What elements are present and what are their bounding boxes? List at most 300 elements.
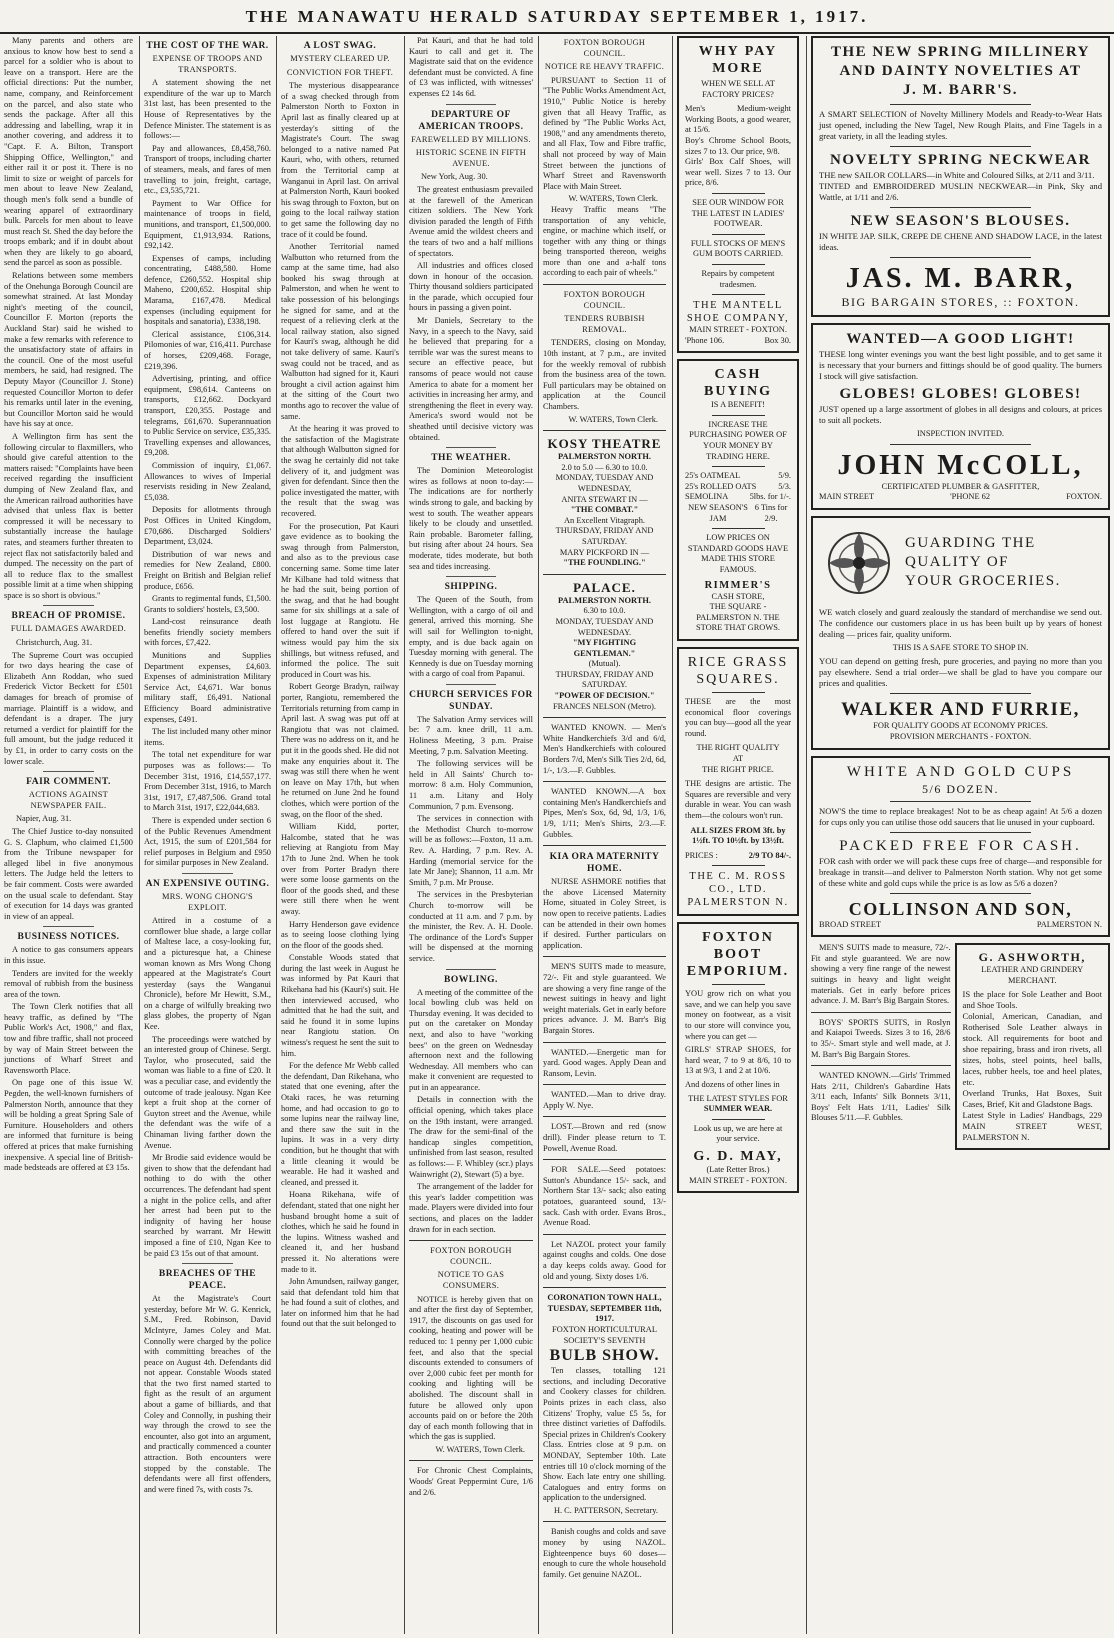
price-row xyxy=(685,851,791,862)
notice-text: Ten classes, totalling 121 sections, and including Decorative and Cookery classes for children. Points prizes in each class, also Citizens' Trophy, value £5 5s, for three distinct varieties of Daffodils. Special prizes in Children's Cookery Class. Entries close at 9 p.m. on MONDAY, September 10th. Late entries till 10 o'clock morning of the Show. Each late entry one shilling. Catalogues and entry forms on application to the undersigned. xyxy=(543,1366,666,1503)
article-paragraph: Munitions and Supplies Department expenses, £4,603. Expenses of administration Military Service Act, £4,671. War bonus military staff, £6,491. National Efficiency Board administrative expenses, £491. xyxy=(144,651,271,724)
headline: SHIPPING. xyxy=(444,582,498,593)
ad-text: INCREASE THE PURCHASING POWER OF YOUR MONEY BY TRADING HERE. xyxy=(689,419,787,461)
column-4 xyxy=(404,36,537,1634)
business-name: THE MANTELL SHOE COMPANY, xyxy=(686,300,790,325)
article-paragraph: The total net expenditure for war purposes was as follows:— To December 31st, 1916, £14,557,177. From December 31st, 1916, to March 31st, 1917, £7,487,506. Grand total to March 31st, 1917, £22,044,683. xyxy=(144,750,271,813)
subheadline: CONVICTION FOR THEFT. xyxy=(286,67,394,77)
ad-text: NOW'S the time to replace breakages! Not to be as cheap again! At 5/6 a dozen for cups only you can utilise those odd saucers that lie unused in your cupboard. xyxy=(819,805,1102,827)
article-paragraph: For the defence Mr Webb called the defendant, Dan Rikehana, who stated that one evening, after the Otaki races, he was returning home, and had occasion to go to some lupins near the railway line, and there saw the suit in the lupins. It was in a very dirty condition, but he thought that with a little cleaning it would be wearable. He had it washed and cleaned, and pressed it. xyxy=(281,1061,399,1187)
article-paragraph: Tenders are invited for the weekly removal of rubbish from the business area of the town. xyxy=(4,968,133,999)
ad-text: Latest Style in Ladies' Handbags, 229 MAIN STREET WEST, PALMERSTON N. xyxy=(962,1110,1102,1143)
theatre-times: 6.30 to 10.0. xyxy=(583,606,626,616)
ad-headline: NEW SEASON'S BLOUSES. xyxy=(850,213,1071,229)
business-name: WALKER AND FURRIE, xyxy=(841,699,1080,721)
contact-row xyxy=(819,492,1102,503)
article-paragraph: Mr Brodie said evidence would be given to show that the defendant had nothing to do with the other occurrences. The defendant had spent a night in the police cells, and after her arrest had been put to the indignity of having her house searched by warrant. Mr Hewitt imposed a fine of £10, Ngan Kee to be paid £3 15s out of that amount. xyxy=(144,1153,271,1258)
business-subname: LEATHER AND GRINDERY MERCHANT. xyxy=(981,965,1084,985)
column-3 xyxy=(276,36,403,1634)
ad-text: A SMART SELECTION of Novelty Millinery Models and Ready-to-Wear Hats just opened, including the New Tagel, New Rough Plaits, and Fine Tagels in a great variety, in all the leading styles. xyxy=(819,109,1102,141)
article-paragraph: Mr Daniels, Secretary to the Navy, in a speech to the Navy, said he believed that preparing for a terrible war was the surest means to secure an effective peace, but ransoms of peace would not cause America to abate for a moment her activities in increasing her army, and strengthening the fleet in every way. America's sword would not be sheathed until decisive victory was obtained. xyxy=(409,316,533,442)
price-row xyxy=(685,482,791,493)
show-title: BULB SHOW. xyxy=(549,1347,660,1365)
ad-headline: EMPORIUM. xyxy=(686,964,790,980)
classified-ad: FOR SALE.—Seed potatoes: Sutton's Abundance 15/- sack, and Northern Star 13/- sack; also eating potatoes, guaranteed sound, 13/- sack. Cash with order. Evans Bros., Avenue Road. xyxy=(543,1165,666,1228)
business-town: PALMERSTON N. xyxy=(1036,919,1102,929)
article-paragraph: The Salvation Army services will be: 7 a.m. knee drill, 11 a.m. Holiness Meeting, 3 p.m. Praise Meeting, 7 p.m. Salvation Meeting. xyxy=(409,714,533,756)
theatre-name: PALACE. xyxy=(573,579,636,595)
business-street: BROAD STREET xyxy=(819,919,882,929)
classified-ad: WANTED KNOWN.—Girls' Trimmed Hats 2/11, Children's Gabardine Hats 3/11 each, Infants' Silk Bonnets 3/11, Boys' Felt Hats 1/11, Ladies' Silk Blouses 5/11.—F. Gubbles. xyxy=(811,1071,951,1123)
article-paragraph: Details in connection with the official opening, which takes place on the 19th instant, were arranged. The draw for the semi-final of the handicap singles competition, unfinished from last season, resulted as follows:— F. Whibley (scr.) plays Wainwright (2), Stewart (5) a bye. xyxy=(409,1095,533,1179)
ad-text: Colonial, American, Canadian, and Rotherised Sole Leather always in stock. All requirements for boot and shoe repairing, brass and iron rivets, all sizes, hobs, steel points, heel balls, laces, rubber heels, toe and heel plates, etc. xyxy=(962,1011,1102,1088)
article-paragraph: Relations between some members of the Onehunga Borough Council are somewhat strained. At last Monday night's meeting of the council, Councillor F. Morton (reports the Auckland Star) said he wished to make a few remarks with reference to the unsatisfactory state of affairs in the council. One of the most useful members, he said, had resigned. The Deputy Mayor (Councillor J. Stone) requested Councillor Morton to defer his remarks until later in the evening, but Councillor Morton said he would have his say at once. xyxy=(4,271,133,429)
notice-subheading: NOTICE TO GAS CONSUMERS. xyxy=(437,1270,505,1290)
divider xyxy=(712,294,765,295)
article-paragraph: The Dominion Meteorologist wires as follows at noon to-day:— The indications are for northerly winds strong to gale, and backing by west to south. The weather appears likely to be cloudy and unsettled. Rain probable. Barometer falling, but rising after about 24 hours. Sea moderate, tides moderate, but both sea and tides increasing. xyxy=(409,466,533,571)
ad-text: THE designs are artistic. The Squares are reversible and very durable in wear. You can wash them—the colours won't run. xyxy=(685,779,791,820)
article-paragraph: A notice to gas consumers appears in this issue. xyxy=(4,945,133,965)
classified-ad: MEN'S SUITS made to measure, 72/-. Fit and style guaranteed. We are showing a very fine range of the newest suitings in heavy and light weight materials. Get in early before prices advance. J. M. Barr's Big Bargain Stores. xyxy=(543,962,666,1035)
barr-classifieds xyxy=(811,943,951,1150)
divider xyxy=(890,801,1032,802)
divider xyxy=(543,1521,666,1522)
ad-headline: YOUR GROCERIES. xyxy=(905,573,1061,590)
ad-headline: CASH BUYING xyxy=(703,367,772,400)
ad-headline: FOXTON BOOT xyxy=(702,930,774,963)
divider xyxy=(43,605,95,606)
article-paragraph: A Wellington firm has sent the following circular to flaxmillers, who should give careful attention to the matters raised: "Complaints have been received regarding the insufficient dumping of New Zealand flax, and the American railroad authorities have advised that unless flax is better compressed it will be necessary to substantially increase the haulage rates, and steamers further threaten to reject flax not satisfactorily baled and dumped. The necessity on the part of all to reduce flax to the smallest possible limit at a time when shipping space is so short is obvious." xyxy=(4,431,134,600)
film-note: An Excellent Vitagraph. xyxy=(564,515,645,525)
ad-subheadline: 5/6 DOZEN. xyxy=(922,781,999,796)
dateline: New York, Aug. 30. xyxy=(421,172,488,182)
ad-headline: NOVELTY SPRING NECKWEAR xyxy=(830,152,1091,168)
ad-subheadline: WHEN WE SELL AT FACTORY PRICES? xyxy=(701,79,775,99)
ad-text: THESE are the most economical floor coverings you can buy—good all the year round. xyxy=(685,696,791,738)
advert-text: For Chronic Chest Complaints, Woods' Great Peppermint Cure, 1/6 and 2/6. xyxy=(409,1466,533,1497)
column-2 xyxy=(139,36,275,1634)
divider xyxy=(543,574,666,575)
mccoll-plumber-ad xyxy=(811,323,1110,510)
ad-text: THIS IS A SAFE STORE TO SHOP IN. xyxy=(892,642,1029,652)
ad-headline: GUARDING THE xyxy=(905,535,1036,552)
article-paragraph: A statement showing the net expenditure of the war up to March 31st last, has been presented to the House of Representatives by the Defence Minister. The statement is as follows:— xyxy=(144,78,271,141)
notice-text: TENDERS, closing on Monday, 10th instant, at 7 p.m., are invited for the weekly removal of rubbish from the business area of the town. Full particulars may be obtained on application at the Council Chambers. xyxy=(543,338,666,411)
article-paragraph: Clerical assistance, £106,314. Pilomonies of war, £16,411. Purchase of horses, £209,468. Forage, £219,396. xyxy=(144,329,271,371)
ad-text: SUMMER WEAR. xyxy=(703,1104,773,1114)
article-paragraph: The Chief Justice to-day nonsuited G. S. Claphum, who claimed £1,500 from the Tribune newspaper for alleged libel in five anonymous letters. The Judge held the letters to be fair comment. Costs were awarded on the usual scale to defendant. Stay of execution for 14 days was granted in view of an appeal. xyxy=(4,826,133,921)
divider xyxy=(446,969,496,970)
divider xyxy=(446,104,496,105)
business-name: JOHN McCOLL, xyxy=(837,449,1084,481)
notice-signature: W. WATERS, Town Clerk. xyxy=(568,414,658,424)
divider xyxy=(890,257,1032,258)
notice-text: NOTICE is hereby given that on and after the first day of September, 1917, the discounts on gas used for cooking, heating and power will be reduced to: 1 penny per 1,000 cubic feet, and also that the special discounts extended to consumers of over 2,000 cubic feet per month for cooking and lighting will be abolished. The discount shall in future be allowed only upon accounts paid on or before the 20th day of each month following that in which the gas is supplied. xyxy=(409,1294,533,1442)
walker-furrie-ad xyxy=(811,516,1110,750)
divider xyxy=(811,1065,951,1066)
classified-ad: BOYS' SPORTS SUITS, in Roslyn and Kaiapoi Tweeds. Sizes 3 to 16, 28/6 to 35/-. Smart style and well made, at J. M. Barr's Big Bargain Stores. xyxy=(811,1017,951,1059)
dateline: Christchurch, Aug. 31. xyxy=(16,638,93,648)
ad-text: FOR cash with order we will pack these cups free of charge—and responsible for breakage in transit—and deliver to Palmerston North station. Why not get some of these white and gold cups while the price is as low as 5/6 a dozen? xyxy=(819,855,1102,888)
divider xyxy=(712,528,765,529)
ad-headline: QUALITY OF xyxy=(905,554,1010,571)
notice-heading: KIA ORA MATERNITY HOME. xyxy=(549,852,660,875)
price-value: 5/3. xyxy=(778,481,791,491)
price-row xyxy=(685,503,791,524)
notice-heading: FOXTON BOROUGH COUNCIL. xyxy=(563,290,646,310)
article-paragraph: Pay and allowances, £8,458,760. Transport of troops, including charter of steamers, meals, and fares of men travelling to join, freight, cartage, etc., £3,535,721. xyxy=(144,143,271,196)
film-note: (Mutual). xyxy=(588,659,621,669)
business-street: MAIN STREET xyxy=(819,492,875,502)
article-paragraph: Payment to War Office for maintenance of troops in field, munitions, and transport, £1,500,000. Equipment, £1,913,934. Rations, £92,142. xyxy=(144,198,271,251)
divider xyxy=(543,284,666,285)
notice-signature: W. WATERS, Town Clerk. xyxy=(568,194,658,204)
business-name: G. D. MAY, xyxy=(693,1149,783,1164)
ad-text: IN WHITE JAP. SILK, CREPE DE CHENE AND SHADOW LACE, in the latest ideas. xyxy=(819,231,1102,252)
ad-text: Repairs by competent tradesmen. xyxy=(701,268,775,289)
business-name: JAS. M. BARR, xyxy=(845,263,1076,294)
film-note: FRANCES NELSON (Metro). xyxy=(552,701,657,711)
barr-millinery-ad xyxy=(811,36,1110,317)
article-paragraph: The mysterious disappearance of a swag checked through from Palmerston North to Foxton in April last as finally cleared up at yesterday's sitting of the Magistrate's Court. The swag belonged to a native named Pat Kauri, who, with others, returned from the Territorial camp at Wanganui in April last. On arrival at Palmerston North, Kauri booked his swag through to Foxton, but on going to the local railway station to get same the following day no trace of it could be found. xyxy=(281,81,399,239)
article-paragraph: The proceedings were watched by an interested group of Chinese. Sergt. Taylor, who prosecuted, said the woman was liable to a fine of £20. It was a peculiar case, and evidently the outcome of trade jealousy. Ngan Kee kept a fruit shop at the corner of Guyton street and the Avenue, while the defendant was the wife of a Chinaman living farther down the Avenue. xyxy=(144,1034,271,1150)
divider xyxy=(543,717,666,718)
business-address: MAIN STREET - FOXTON. xyxy=(689,1175,787,1185)
ad-text: YOU grow rich on what you save, and we can help you save money on footwear, as a visit to our store will convince you, where you can get — xyxy=(685,989,791,1041)
classified-ad: Banish coughs and colds and save money by using NAZOL. Eighteenpence buys 60 doses—enough to cure the whole household family. Get genuine NAZOL. xyxy=(543,1527,666,1579)
ad-text: Look us up, we are here at your service. xyxy=(693,1123,783,1144)
headline: A LOST SWAG. xyxy=(303,41,377,51)
ad-item: Boy's Chrome School Boots, sizes 7 to 13. Our price, 9/8. xyxy=(685,135,791,156)
divider xyxy=(712,984,765,985)
divider xyxy=(890,444,1032,445)
article-paragraph: Robert George Bradyn, railway porter, Rangiotu, remembered the Territorials returning from camp in April last. A swag was put off at Rangiotu that was not claimed. There was no address on it, and he put it in the goods shed. He did not make any enquiries about it. The swag was still there when he went on leave on May 17th, but when he returned on June 2nd he found clothes, which were portion of the swag, on the floor of the shed. xyxy=(281,682,399,819)
ad-text: And dozens of other lines in xyxy=(685,1080,780,1090)
divider xyxy=(543,1234,666,1235)
dateline: Napier, Aug. 31. xyxy=(16,814,72,824)
divider xyxy=(712,234,765,235)
article-paragraph: Many parents and others are anxious to know how best to send a parcel for a soldier who is about to leave on a transport. Here are the official directions: Put the number, name, company, and Reinforcement on the parcel, and also state who sends the package. After all this addressing and labelling, wrap it in another covering, and address it to "Capt. F. A. Bilton, Transport Shipping Office, Wellington," and either rail it or post it. There is no limit to size or weight of parcels for men about to leave New Zealand, though men's folk send a bundle of wearing apparel of extraordinary bulk. Parcels for men about to leave must reach St. Shed the day before the troops embark; and if in doubt about when they are likely to go aboard, send the parcel as soon as possible. xyxy=(4,36,133,268)
bulb-show-ad xyxy=(543,1293,666,1366)
business-location: PALMERSTON N. xyxy=(687,897,789,909)
ad-text: IS the place for Sole Leather and Boot and Shoe Tools. xyxy=(962,989,1102,1011)
price-item: 25's ROLLED OATS xyxy=(685,481,757,491)
ad-text: AT xyxy=(732,753,744,763)
business-subname: BIG BARGAIN STORES, :: FOXTON. xyxy=(841,295,1080,309)
bottom-ads-row xyxy=(811,943,1110,1150)
theatre-name: KOSY THEATRE xyxy=(547,436,662,452)
divider xyxy=(712,865,765,866)
notice-signature: H. C. PATTERSON, Secretary. xyxy=(553,1505,658,1515)
ad-text: THE LATEST STYLES FOR xyxy=(688,1093,788,1103)
divider xyxy=(712,1119,765,1120)
article-paragraph: The arrangement of the ladder for this year's ladder competition was made. Players were divided into four sections, and places on the ladder drawn for in each section. xyxy=(409,1182,533,1234)
film-star: ANITA STEWART IN — xyxy=(561,494,648,504)
notice-signature: W. WATERS, Town Clerk. xyxy=(435,1444,525,1454)
divider xyxy=(43,771,95,772)
ad-headline: SQUARES. xyxy=(696,671,780,687)
venue: CORONATION TOWN HALL, xyxy=(547,1293,662,1303)
notice-subheading: TENDERS RUBBISH REMOVAL. xyxy=(564,314,645,334)
business-note: (Late Retter Bros.) xyxy=(706,1165,770,1174)
society-name: FOXTON HORTICULTURAL SOCIETY'S SEVENTH xyxy=(552,1324,657,1345)
masthead xyxy=(0,0,1114,34)
phone-number: 'Phone 106. xyxy=(685,335,725,345)
divider xyxy=(543,956,666,957)
ad-headline: GLOBES! GLOBES! GLOBES! xyxy=(839,386,1082,402)
classified-ad: Let NAZOL protect your family against coughs and colds. One dose a day keeps colds away. Good for old and young. Sixty doses 1/6. xyxy=(543,1239,666,1281)
classified-ad: LOST.—Brown and red (snow drill). Finder please return to T. Powell, Avenue Road. xyxy=(543,1122,666,1153)
divider xyxy=(890,207,1032,208)
business-name: CO., LTD. xyxy=(708,884,768,896)
article-paragraph: The list included many other minor items. xyxy=(144,727,271,747)
business-address: MAIN STREET - FOXTON. xyxy=(689,325,787,335)
article-paragraph: The Queen of the South, from Wellington, with a cargo of oil and general, arrived this morning. She will sail for Wellington to-night, empty, and is due back again on Tuesday morning with general. The Kennedy is due on Tuesday morning with a cargo of coal from Papanui. xyxy=(409,595,533,679)
headline: THE WEATHER. xyxy=(431,453,511,464)
ad-headline: WHY PAY xyxy=(698,44,778,59)
notice-text: NURSE ASHMORE notifies that the above Licensed Maternity Home, situated in Coley Street, is now open to receive patients. Ladies can be attended in their own homes if desired. Further particulars on application. xyxy=(543,877,666,950)
article-paragraph: Attired in a costume of a cornflower blue shade, a large collar of Maltese lace, a cosy-looking fur, and a picturesque hat, a Chinese woman known as Mrs Wong Chong appeared at the Magistrate's Court yesterday (says the Wanganui Chronicle), before Mr Hewitt, S.M., on a charge of wilfully breaking two glass globes, the property of Ngan Kee. xyxy=(144,916,271,1032)
notice-heading: FOXTON BOROUGH COUNCIL. xyxy=(430,1246,512,1266)
headline: THE COST OF THE WAR. xyxy=(146,41,269,51)
divider xyxy=(890,893,1032,894)
ad-text: ALL SIZES FROM 3ft. by 1½ft. TO 10½ft. by 13½ft. xyxy=(690,825,786,846)
price-item: 25's OATMEAL xyxy=(685,471,741,481)
mantell-shoe-ad xyxy=(677,36,799,353)
ad-text: JUST opened up a large assortment of globes in all designs and colours, at prices to suit all pockets. xyxy=(819,404,1102,425)
ad-text: Overland Trunks, Hat Boxes, Suit Cases, Brief, Kit and Gladstone Bags. xyxy=(962,1088,1102,1110)
divider xyxy=(409,1460,533,1461)
price-value: 6 Tins for 2/9. xyxy=(754,503,788,523)
screening-days: MONDAY, TUESDAY AND WEDNESDAY. xyxy=(555,616,654,637)
price-row xyxy=(685,492,791,503)
column-1 xyxy=(0,36,137,1634)
article-paragraph: Distribution of war news and remedies for New Zealand, £800. Freight on British and Belgian relief produce, £656. xyxy=(144,549,271,591)
divider xyxy=(409,1240,533,1241)
article-paragraph: Constable Woods stated that during the last week in August he was informed by Pat Kauri that Rikehana had his (Kauri's) suit. He then interviewed accused, who admitted that he had the suit, and said he found it in some lupins near Rangiotu station. On witness's request he sent the suit to him. xyxy=(281,953,399,1058)
article-paragraph: The greatest enthusiasm prevailed at the farewell of the American citizen soldiers. The New York division paraded the length of Fifth Avenue amid the wildest cheers and the tears of two and a half millions of spectators. xyxy=(409,184,533,258)
business-name: G. ASHWORTH, xyxy=(978,950,1086,965)
divider xyxy=(890,146,1032,147)
column-5 xyxy=(538,36,670,1634)
theatre-times: 2.0 to 5.0 — 6.30 to 10.0. xyxy=(561,462,648,472)
article-paragraph: The Supreme Court was occupied for two days hearing the case of Elizabeth Ann Roddan, who sued Frederick Victor Beckett for £501 damages for breach of promise of marriage. Plaintiff is a widow, and defendant is a draper. The jury returned a verdict for plaintiff for the full amount, but the judge reduced it by £1, in order to carry costs on the lower scale. xyxy=(4,650,133,766)
notice-subheading: NOTICE RE HEAVY TRAFFIC. xyxy=(544,62,665,72)
article-paragraph: Pat Kauri, and that he had told Kauri to call and get it. The Magistrate said that on the evidence defendant must be convicted. A fine of £3 was inflicted, with witnesses' expenses £2 14s 6d. xyxy=(409,36,533,98)
article-paragraph: Expenses of camps, including concentrating, £488,580. Home defence, £260,552. Hospital ship Maheno, £200,652. Hospital ship Marama, £167,478. Medical expenses (including equipment for hospitals and sanatoria), £338,198. xyxy=(144,253,271,327)
headline: BREACHES OF THE PEACE. xyxy=(158,1269,257,1292)
article-paragraph: The services in connection with the Methodist Church to-morrow will be as follows:—Foxton, 11 a.m. Rev. A. Harding, 7 p.m. Rev. A. Harding (memorial service for the late Mr Jane); Shannon, 11 a.m. Mr Smith, 7 p.m. Mr Prouse. xyxy=(409,814,533,887)
classified-ad: MEN'S SUITS made to measure, 72/-. Fit and style guaranteed. We are now showing a very fine range of the newest suitings in heavy and light weight materials. Get in early before prices advance. J. M. Barr's Big Bargain Stores. xyxy=(811,943,951,1006)
divider xyxy=(890,693,1032,694)
article-paragraph: William Kidd, porter, Halcombe, stated that he was relieving at Rangiotu from May 17th to June 2nd. When he took over from Porter Bradyn there were some loose garments on the floor of the goods shed, and these were still there when he went away. xyxy=(281,822,399,916)
article-paragraph: The following services will be held in All Saints' Church to-morrow: 8 a.m. Holy Communion, 11 a.m. Litany and Holy Communion, 7 p.m. Evensong. xyxy=(409,759,533,811)
headline: DEPARTURE OF AMERICAN TROOPS. xyxy=(418,109,524,132)
divider xyxy=(712,692,765,693)
ad-headline: RICE GRASS xyxy=(687,654,789,670)
ad-item: Girls' Box Calf Shoes, will wear well. Sizes 7 to 13. Our price, 8/6. xyxy=(685,157,791,188)
column-6 xyxy=(672,36,803,1634)
price-range: 2/9 TO 84/-. xyxy=(748,850,791,860)
article-paragraph: The services in the Presbyterian Church to-morrow will be conducted at 11 a.m. and 7 p.m. by the minister, the Rev. A. H. Doole. The ordinance of the Lord's Supper will be dispensed at the morning service. xyxy=(409,890,533,963)
divider xyxy=(182,1263,233,1264)
ad-text: FULL STOCKS OF MEN'S GUM BOOTS CARRIED. xyxy=(690,238,786,259)
article-paragraph: Hoana Rikehana, wife of defendant, stated that one night her husband brought home a suit of clothes, which he said he found in the lupins. Witness washed and cleaned it, and her husband pressed it. No alterations were made to it. xyxy=(281,1190,399,1274)
film-title: "THE FOUNDLING." xyxy=(563,558,646,568)
business-name: THE C. M. ROSS xyxy=(689,871,787,883)
headline: FAIR COMMENT. xyxy=(26,777,111,788)
divider xyxy=(446,447,496,448)
divider xyxy=(43,926,95,927)
price-value: 5/9. xyxy=(778,471,791,481)
article-paragraph: Commission of inquiry, £1,067. Allowances to wives of Imperial reservists residing in New Zealand, £5,038. xyxy=(144,460,271,502)
screening-days: THURSDAY, FRIDAY AND SATURDAY. xyxy=(555,526,654,546)
business-address: PROVISION MERCHANTS - FOXTON. xyxy=(889,731,1032,741)
price-label: PRICES : xyxy=(685,850,718,860)
divider xyxy=(890,104,1032,105)
divider xyxy=(543,1287,666,1288)
ad-headline: J. M. BARR'S. xyxy=(903,82,1018,98)
divider xyxy=(712,264,765,265)
ad-item: Men's Medium-weight Working Boots, a good wearer, at 15/6. xyxy=(685,104,791,135)
subheadline: FAREWELLED BY MILLIONS. xyxy=(411,134,531,144)
ad-header-row xyxy=(819,523,1102,603)
contact-row xyxy=(819,920,1102,931)
divider xyxy=(182,873,233,874)
headline: BREACH OF PROMISE. xyxy=(11,611,126,622)
phone-number: 'PHONE 62 xyxy=(950,492,991,502)
price-row xyxy=(685,471,791,482)
film-title: "POWER OF DECISION." xyxy=(554,691,655,701)
contact-row xyxy=(685,336,791,347)
ad-text: THE new SAILOR COLLARS—in White and Coloured Silks, at 2/11 and 3/11. xyxy=(819,170,1095,180)
divider xyxy=(543,1159,666,1160)
divider xyxy=(890,832,1032,833)
ad-text: YOU can depend on getting fresh, pure groceries, and paying no more than you pay elsewhere. Send a trial order—we shall be glad to have you compare our prices and qualities. xyxy=(819,656,1102,689)
article-paragraph: A meeting of the committee of the local bowling club was held on Thursday evening. It was decided to put on the caretaker on Monday next, and also to have "working bees" on the green on Wednesday afternoon next and the following Wednesday. All members who can make it convenient are requested to put in an appearance. xyxy=(409,987,533,1092)
ad-headline: WANTED—A GOOD LIGHT! xyxy=(846,331,1075,347)
article-paragraph: Land-cost reinsurance death benefits friendly society members with forces, £7,422. xyxy=(144,617,271,648)
notice-heading: FOXTON BOROUGH COUNCIL. xyxy=(563,38,646,58)
box-number: Box 30. xyxy=(764,335,791,345)
price-item: NEW SEASON'S JAM xyxy=(688,503,748,523)
divider xyxy=(543,1116,666,1117)
article-paragraph: The Town Clerk notifies that all heavy traffic, as defined by "The Public Work's Act, 1908," and flax, tow and fibre traffic, shall not proceed by way of Main Street between the junctions of Wharf Street and Ravensworth Place. xyxy=(4,1002,133,1075)
ad-text: THE RIGHT PRICE. xyxy=(702,764,774,774)
screening-days: MONDAY, TUESDAY AND WEDNESDAY, xyxy=(555,473,654,493)
article-paragraph: Grants to regimental funds, £1,500. Grants to soldiers' hostels, £3,500. xyxy=(144,594,271,614)
ad-headline: AND DAINTY NOVELTIES AT xyxy=(839,63,1082,79)
classified-ad: WANTED KNOWN. — Men's White Handkerchiefs 3/d and 6/d, Men's Handkerchiefs with coloured Borders 7/d, Men's Silk Ties 2/d, 6d, 1/-, 1/3.—F. Gubbles. xyxy=(543,723,666,775)
headline: AN EXPENSIVE OUTING. xyxy=(145,878,270,889)
divider xyxy=(446,576,496,577)
divider xyxy=(446,684,496,685)
ad-text: WE watch closely and guard zealously the standard of merchandise we send out. The confidence our customers place in us has been built up by years of honest dealing — prices fair, quality uniform. xyxy=(819,606,1102,639)
article-paragraph: All industries and offices closed down in honour of the occasion. Thirty thousand soldiers participated in the parade, which occupied four hours in passing a given point. xyxy=(409,261,533,313)
business-name: COLLINSON AND SON, xyxy=(848,898,1073,919)
divider xyxy=(712,415,765,416)
business-address: THE SQUARE - PALMERSTON N. THE STORE THAT GROWS. xyxy=(696,602,780,633)
divider xyxy=(712,466,765,467)
business-town: FOXTON. xyxy=(1066,492,1102,502)
headline: CHURCH SERVICES FOR SUNDAY. xyxy=(409,689,533,712)
business-name: RIMMER'S xyxy=(704,579,772,591)
article-paragraph: At the hearing it was proved to the satisfaction of the Magistrate that although Walbutton signed for the swag he certainly did not take delivery of it, and judgment was given for defendant. Since then the police investigated the matter, with the result that the swag was recovered. xyxy=(281,424,399,518)
ad-text: THESE long winter evenings you want the best light possible, and to get same it is necessary that your burners and fittings should be of good quality. The burners I stock will give satisfaction. xyxy=(819,349,1102,381)
divider xyxy=(543,845,666,846)
subheadline: MYSTERY CLEARED UP. xyxy=(290,54,390,63)
palace-theatre-ad xyxy=(543,580,666,713)
rimmers-cash-ad xyxy=(677,359,799,641)
business-tagline: FOR QUALITY GOODS AT ECONOMY PRICES. xyxy=(873,721,1048,731)
collinson-cups-ad xyxy=(811,756,1110,938)
business-subname: CASH STORE, xyxy=(711,591,765,601)
kosy-theatre-ad xyxy=(543,436,666,569)
theatre-location: PALMERSTON NORTH. xyxy=(558,452,651,462)
ad-headline: PACKED FREE FOR CASH. xyxy=(839,837,1082,854)
business-subname: CERTIFICATED PLUMBER & GASFITTER, xyxy=(881,481,1040,491)
price-item: SEMOLINA xyxy=(685,492,729,502)
article-paragraph: On page one of this issue W. Pegden, the well-known furnishers of Palmerston North, announce that they will be holding a great Spring Sale of Furniture. Householders and others are informed that furniture is being offered at prices that make furnishing inexpensive. A special line of British-made bedsteads are offered at £3 15s. xyxy=(4,1078,133,1173)
subheadline: FULL DAMAGES AWARDED. xyxy=(10,624,127,634)
article-paragraph: Harry Henderson gave evidence as to seeing loose clothing lying on the floor of the goods shed. xyxy=(281,919,399,950)
theatre-location: PALMERSTON NORTH. xyxy=(558,595,651,605)
subheadline: HISTORIC SCENE IN FIFTH AVENUE. xyxy=(415,148,527,168)
notice-text: PURSUANT to Section 11 of "The Public Works Amendment Act, 1910," Public Notice is hereby given that all Heavy Traffic, as defined by "The Public Works Act, 1908," and any amendments thereto, and all Flax, Tow and Fibre traffic, shall not proceed by way of Main Street between the junctions of Wharf Street and Ravensworth Place with Main Street. xyxy=(543,75,666,191)
ad-text: INSPECTION INVITED. xyxy=(917,429,1004,438)
ashworth-ad xyxy=(955,943,1111,1150)
ad-headline: THE NEW SPRING MILLINERY xyxy=(831,44,1090,60)
subheadline: ACTIONS AGAINST NEWSPAPER FAIL. xyxy=(28,790,109,810)
article-paragraph: There is expended under section 6 of the Public Revenues Amendment Act, 1915, the sum of £201,584 for relief purposes in Belgium and £950 for similar purposes in New Zealand. xyxy=(144,815,271,868)
screening-days: THURSDAY, FRIDAY AND SATURDAY. xyxy=(555,669,654,690)
ad-text: LOW PRICES ON STANDARD GOODS HAVE MADE THIS STORE FAMOUS. xyxy=(687,533,789,574)
ad-text: TINTED and EMBROIDERED MUSLIN NECKWEAR—in Pink, Sky and Wattle, at 1/11 and 2/6. xyxy=(819,181,1102,202)
column-7 xyxy=(806,36,1114,1634)
divider xyxy=(543,430,666,431)
ad-text: THE RIGHT QUALITY xyxy=(696,743,780,753)
headline: BUSINESS NOTICES. xyxy=(17,932,120,943)
ad-headline: WHITE AND GOLD CUPS xyxy=(846,763,1075,780)
show-date: TUESDAY, SEPTEMBER 11th, 1917. xyxy=(547,1303,662,1324)
floral-ornament-icon xyxy=(819,523,899,603)
divider xyxy=(543,1084,666,1085)
foxton-boot-ad xyxy=(677,922,799,1193)
article-paragraph: Another Territorial named Walbutton who returned from the camp at the same time, had also booked his swag through at Palmerston, and when he went to take possession of his belongings he signed for same, and at the request of a relieving clerk at the local railway station, also signed for Kauri's swag, although he did not take delivery of same. Kauri's swag could not be traced, and as Walbutton had signed for it, Kauri brought a civil action against him at the sitting of the Court two months ago to recover the value of same. xyxy=(281,242,399,421)
divider xyxy=(543,1042,666,1043)
divider xyxy=(543,781,666,782)
divider xyxy=(811,1012,951,1013)
subheadline: EXPENSE OF TROOPS AND TRANSPORTS. xyxy=(152,54,263,74)
film-title: "MY FIGHTING GENTLEMAN." xyxy=(572,638,637,658)
classified-ad: WANTED.—Energetic man for yard. Good wages. Apply Dean and Ransom, Levin. xyxy=(543,1047,666,1078)
article-paragraph: Deposits for allotments through Post Offices in United Kingdom, £70,686. Discharged Soldiers' Department, £3,024. xyxy=(144,505,271,547)
ad-headline: MORE xyxy=(712,61,764,76)
film-title: "THE COMBAT." xyxy=(570,505,639,515)
ross-rice-grass-ad xyxy=(677,647,799,916)
divider xyxy=(712,193,765,194)
ad-text: GIRLS' STRAP SHOES, for hard wear, 7 to 9 at 8/6, 10 to 13 at 9/3, 1 and 2 at 10/6. xyxy=(685,1045,791,1076)
subheadline: MRS. WONG CHONG'S EXPLOIT. xyxy=(162,891,253,912)
price-value: 5lbs. for 1/-. xyxy=(749,492,791,502)
article-paragraph: John Amundsen, railway ganger, said that defendant told him that he had found a suit of clothes, and later on informed him that he had found out that the suit belonged to xyxy=(281,1277,399,1329)
article-paragraph: For the prosecution, Pat Kauri gave evidence as to booking the swag through from Palmerston, and also as to the previous case concerning same. Some time later Mr Kilbane had told witness that he had the suit, being portion of the swag, and that he had bought same for six shillings at a sale of lost luggage at Rangiotu. He offered to hand over the suit if witness would pay him the six shillings, but witness refused, and informed the police. The suit produced in Court was his. xyxy=(281,521,399,679)
newspaper-title: THE MANAWATU HERALD SATURDAY SEPTEMBER 1, 1917. xyxy=(245,7,869,26)
film-star: MARY PICKFORD IN — xyxy=(559,547,650,557)
notice-text: Heavy Traffic means "The transportation of any vehicle, engine, or machine which itself, or together with any thing or things being transported thereon, weighs more than one and a-half tons according to each pair of wheels." xyxy=(543,204,666,278)
ad-subheadline: IS A BENEFIT! xyxy=(711,400,765,410)
classified-ad: WANTED KNOWN.—A box containing Men's Handkerchiefs and Pipes, Men's Sox, 6d, 9d, 1/3, 1/6, 1/9, 1/11; Men's Shirts, 2/3.—F. Gubbles. xyxy=(543,787,666,839)
